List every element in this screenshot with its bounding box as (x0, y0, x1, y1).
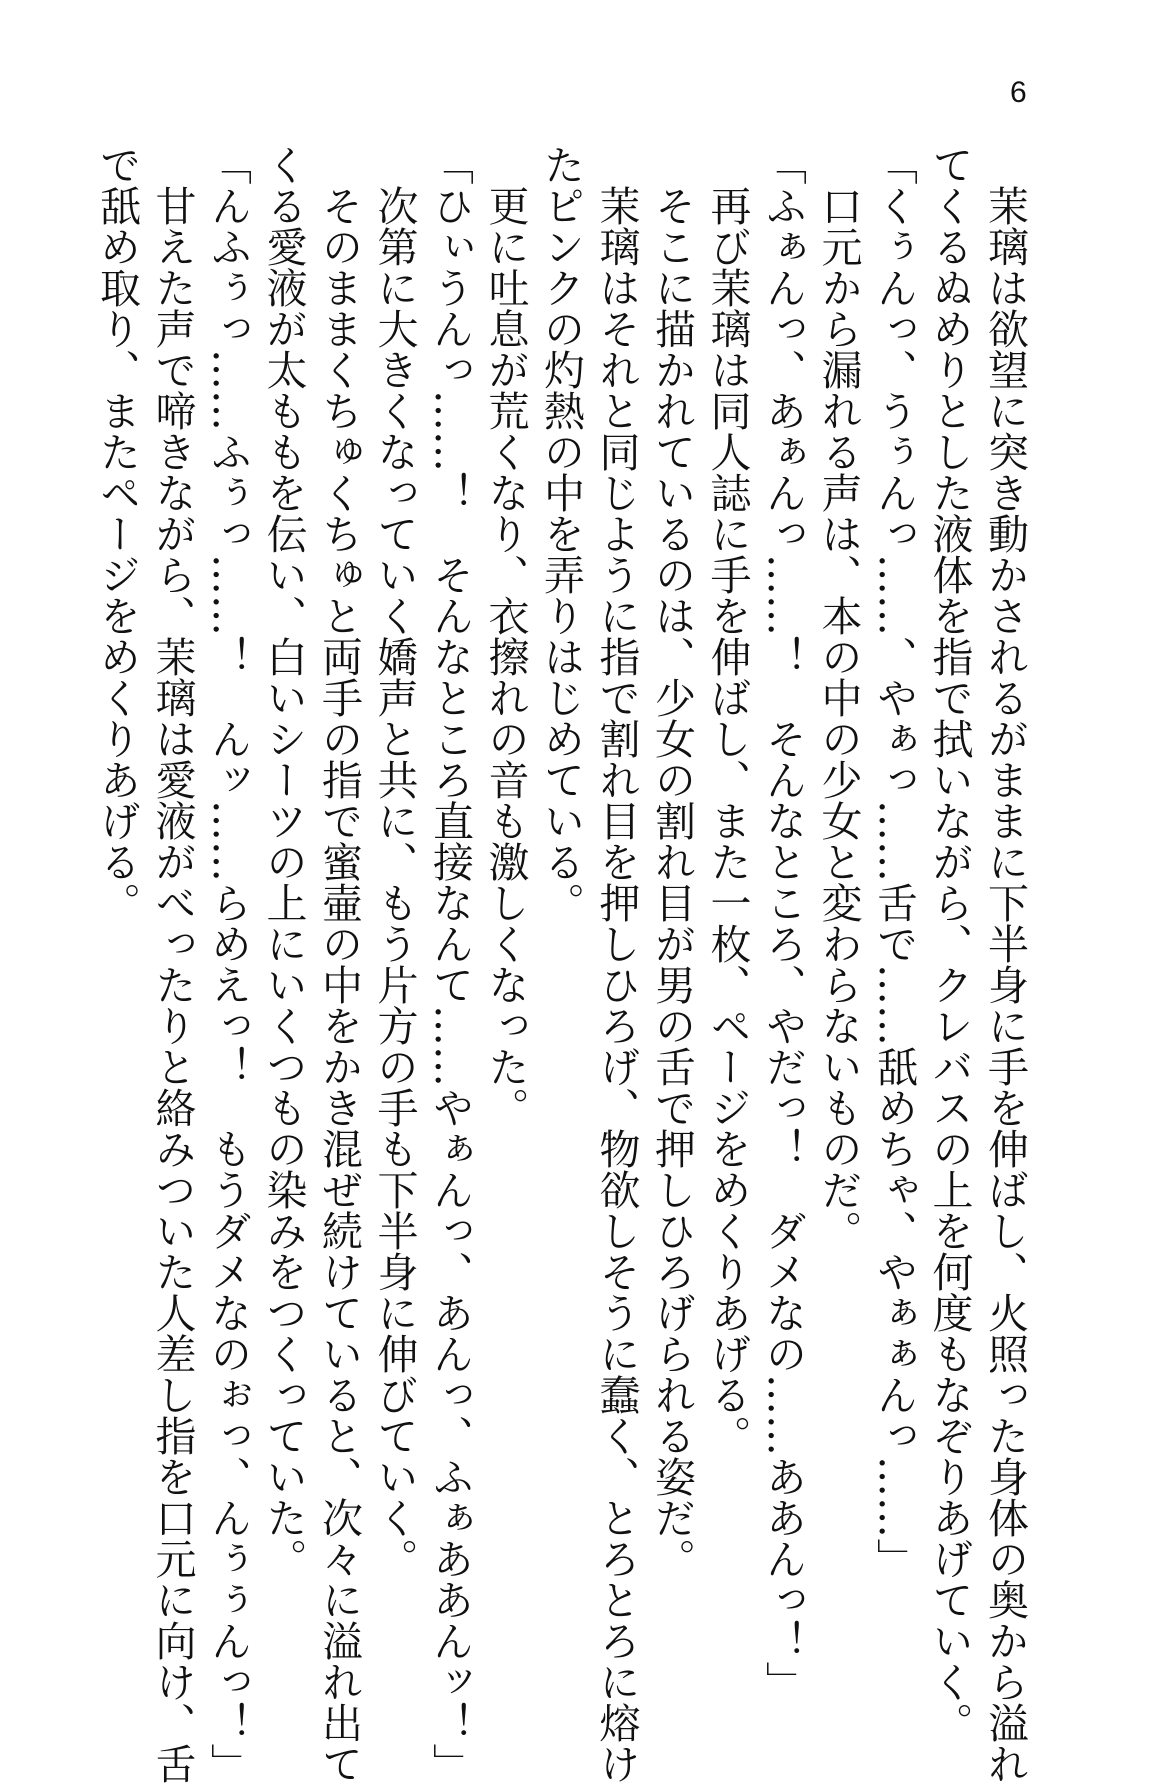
text-line: 甘えた声で啼きながら、茉璃は愛液がべったりと絡みついた人差し指を口元に向け、舌 (148, 144, 197, 1784)
text-line: 「んふぅっ……ふぅっ……！ んッ……らめえっ！ もうダメなのぉっ、んぅぅんっ！」 (204, 144, 252, 1784)
text-line: たピンクの灼熱の中を弄りはじめている。 (537, 144, 585, 923)
text-line: 「ひぃうんっ……！ そんなところ直接なんて……やぁんっ、あんっ、ふぁああんッ！」 (426, 144, 474, 1784)
text-line: で舐め取り、またページをめくりあげる。 (93, 144, 141, 923)
text-line: 茉璃はそれと同じように指で割れ目を押しひろげ、物欲しそうに蠢く、とろとろに熔け (592, 144, 641, 1784)
text-line: 「くぅんっ、うぅんっ……、やぁっ……舌で……舐めちゃ、やぁぁんっ……」 (870, 144, 918, 1579)
text-line: 茉璃は欲望に突き動かされるがままに下半身に手を伸ばし、火照った身体の奥から溢れ (981, 144, 1029, 1784)
page-number: 6 (1010, 76, 1027, 109)
text-line: 「ふぁんっ、あぁんっ……！ そんなところ、やだっ！ ダメなの……ああんっ！」 (759, 144, 807, 1702)
text-line: 次第に大きくなっていく嬌声と共に、もう片方の手も下半身に伸びていく。 (370, 144, 419, 1579)
text-line: てくるぬめりとした液体を指で拭いながら、クレバスの上を何度もなぞりあげていく。 (925, 144, 974, 1743)
text-line: そこに描かれているのは、少女の割れ目が男の舌で押しひろげられる姿だ。 (648, 144, 696, 1579)
text-line: 再び茉璃は同人誌に手を伸ばし、また一枚、ページをめくりあげる。 (703, 144, 752, 1456)
text-line: 更に吐息が荒くなり、衣擦れの音も激しくなった。 (481, 144, 530, 1128)
text-line: くる愛液が太ももを伝い、白いシーツの上にいくつもの染みをつくっていた。 (259, 144, 308, 1579)
text-line: そのままくちゅくちゅと両手の指で蜜壷の中をかき混ぜ続けていると、次々に溢れ出て (315, 144, 363, 1784)
body-text (93, 144, 1032, 1784)
text-line: 口元から漏れる声は、本の中の少女と変わらないものだ。 (814, 144, 863, 1251)
